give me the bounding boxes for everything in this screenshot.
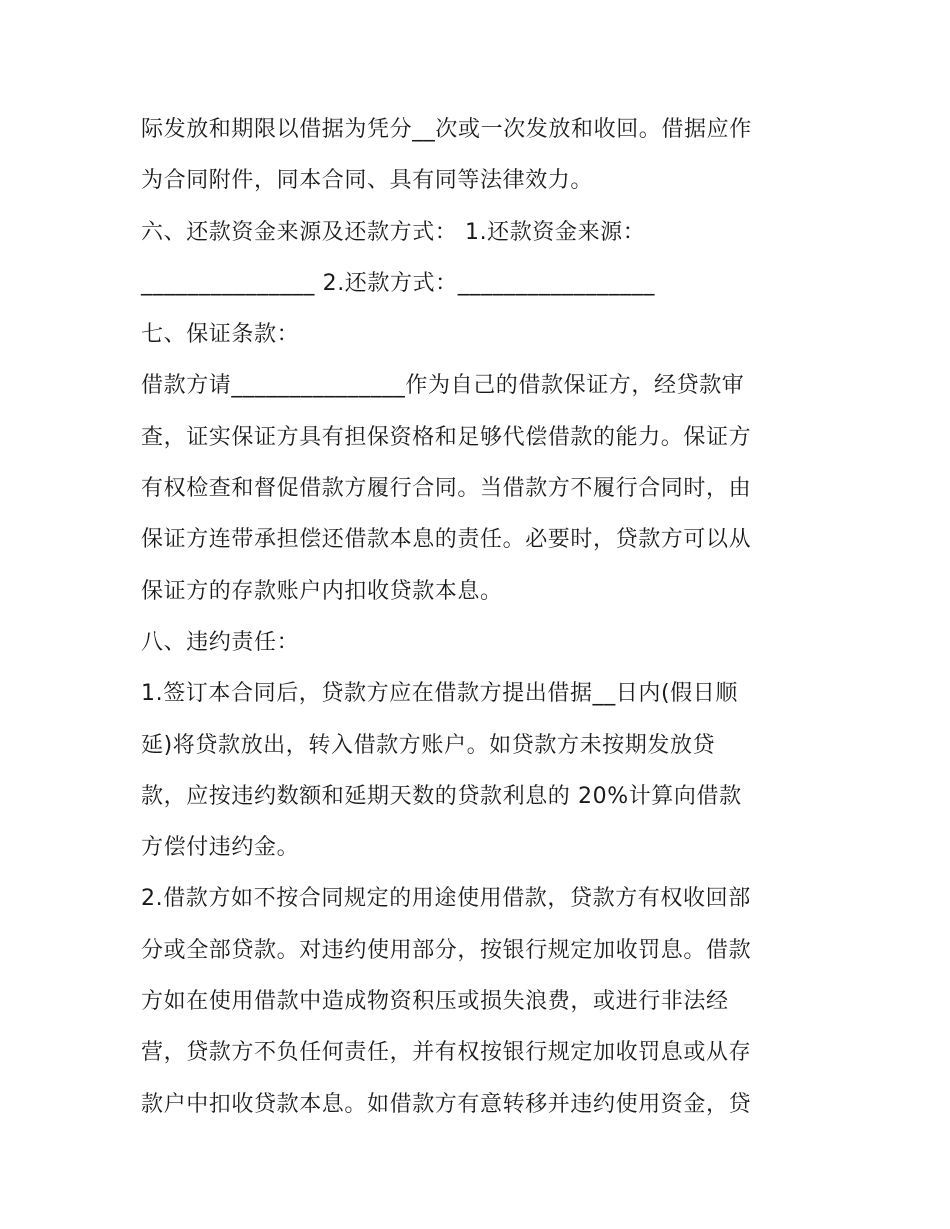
text-line: 营，贷款方不负任何责任，并有权按银行规定加收罚息或从存 <box>141 1040 752 1066</box>
text-line: 款，应按违约数额和延期天数的贷款利息的 20%计算向借款 <box>141 783 742 809</box>
text-line-blanks: _______________ 2.还款方式：_________________ <box>141 270 655 296</box>
text-line: 延)将贷款放出，转入借款方账户。如贷款方未按期发放贷 <box>141 732 716 758</box>
text-line: 为合同附件，同本合同、具有同等法律效力。 <box>141 168 594 194</box>
text-line: 保证方连带承担偿还借款本息的责任。必要时，贷款方可以从 <box>141 527 752 553</box>
section-heading-guarantee: 七、保证条款： <box>141 322 300 348</box>
text-line: 方偿付违约金。 <box>141 835 300 861</box>
text-line: 方如在使用借款中造成物资积压或损失浪费，或进行非法经 <box>141 989 729 1015</box>
text-line: 借款方请_______________作为自己的借款保证方，经贷款审 <box>141 373 745 399</box>
section-heading-repayment: 六、还款资金来源及还款方式： 1.还款资金来源： <box>141 219 646 245</box>
contract-text <box>141 108 821 1134</box>
text-line: 查，证实保证方具有担保资格和足够代偿借款的能力。保证方 <box>141 424 752 450</box>
text-line: 款户中扣收贷款本息。如借款方有意转移并违约使用资金，贷 <box>141 1091 752 1117</box>
text-line: 2.借款方如不按合同规定的用途使用借款，贷款方有权收回部 <box>141 886 751 912</box>
text-line: 际发放和期限以借据为凭分__次或一次发放和收回。借据应作 <box>141 117 752 142</box>
text-line: 保证方的存款账户内扣收贷款本息。 <box>141 578 503 604</box>
text-line: 分或全部贷款。对违约使用部分，按银行规定加收罚息。借款 <box>141 937 752 963</box>
text-line: 1.签订本合同后，贷款方应在借款方提出借据__日内(假日顺 <box>141 681 738 707</box>
section-heading-liability: 八、违约责任： <box>141 629 300 655</box>
text-line: 有权检查和督促借款方履行合同。当借款方不履行合同时，由 <box>141 476 752 502</box>
